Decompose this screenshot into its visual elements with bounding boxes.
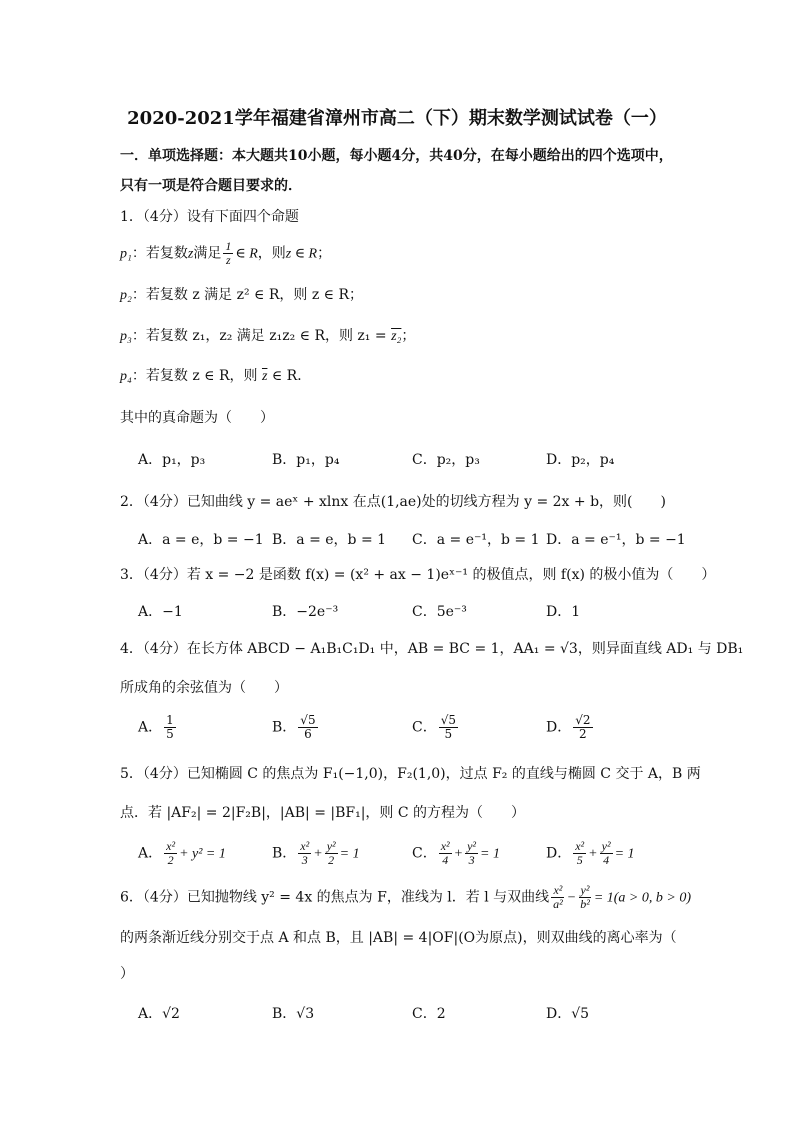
q5-d-n1: x² [575,839,585,853]
q5-c-label: C． [412,845,437,862]
q5-d-n2: y² [601,839,611,853]
q4-option-c-label: C． [412,719,437,736]
q4-c-den: 5 [444,727,453,741]
q1-p4-conj: $\overline{z}$ [261,369,268,384]
q5-c-n1: x² [440,839,450,853]
q5-option-d [546,840,635,867]
q4-option-c-fraction [439,714,458,741]
q5-c-mid: + [453,846,464,862]
q5-c-frac2 [465,840,478,867]
q1-p1-text-b: 满足 [193,245,222,262]
q6-f1d: a² [553,897,563,911]
q4-option-a-label: A． [138,719,163,736]
q1-p3-text-c: ； [401,328,416,344]
q1-prop-p1 [120,240,331,267]
q1-option-c: C．p₂，p₃ [412,452,480,468]
q1-p1-text-c: ∈ R [235,246,258,262]
q1-p2-label: p₂ [120,288,132,303]
q4-b-den: 6 [304,727,312,741]
q5-b-frac2 [325,840,338,867]
q1-prop-p2 [120,285,363,306]
q5-d-frac2 [600,840,613,867]
q6-f2d: b² [580,897,590,911]
q4-option-c [412,714,460,741]
q1-option-a: A．p₁，p₃ [138,452,206,468]
q4-option-b-label: B． [272,719,297,736]
q1-p3-conj: z₂ [391,329,402,344]
q5-a-mid: + y² = 1 [179,846,226,862]
q2-option-a: A．a = e，b = −1 [138,532,264,548]
q5-d-frac1 [573,840,586,867]
q4-stem2: 所成角的余弦值为（ ） [120,680,288,696]
q4-b-num: √5 [300,713,316,727]
q5-d-d2: 4 [603,853,610,867]
section-heading-line1: 一．单项选择题：本大题共10小题，每小题4分，共40分，在每小题给出的四个选项中， [120,148,673,164]
q1-p1-frac-den: z [225,253,231,267]
q6-stem2: 的两条渐近线分别交于点 A 和点 B，且 |AB| = 4|OF|(O为原点)，则双曲线的离心率为（ [120,930,677,946]
q5-c-frac1 [439,840,452,867]
q5-option-c [412,840,500,867]
q3-option-a: A．−1 [138,604,183,620]
q4-a-den: 5 [166,727,174,741]
q5-b-n2: y² [326,839,336,853]
q5-a-frac1 [164,840,177,867]
q4-stem: 4．（4分）在长方体 ABCD − A₁B₁C₁D₁ 中，AB = BC = 1，AA₁ = √3，则异面直线 AD₁ 与 DB₁ [120,641,744,657]
q6-option-a: A．√2 [138,1006,180,1022]
q1-p1-label: p₁ [120,246,132,262]
q1-p1-text-f: ； [317,245,332,262]
q5-b-label: B． [272,845,297,862]
q1-p1-text-d: ，则 [257,245,286,262]
q6-frac-x [551,884,565,911]
q5-b-d2: 2 [328,853,335,867]
q1-stem: 1．（4分）设有下面四个命题 [120,209,299,225]
q5-stem: 5．（4分）已知椭圆 C 的焦点为 F₁(−1,0)，F₂(1,0)，过点 F₂ 的直线与椭圆 C 交于 A，B 两 [120,766,701,782]
q2-option-b: B．a = e，b = 1 [272,532,387,548]
q1-p4-text-a: ：若复数 z ∈ R，则 [131,368,262,384]
q1-ask: 其中的真命题为（ ） [120,410,274,426]
q6-f2n: y² [580,883,590,897]
q1-p3-text-a: ：若复数 z₁，z₂ 满足 z₁z₂ ∈ R，则 z₁ = [131,328,392,344]
q4-d-num: √2 [575,713,591,727]
q4-d-den: 2 [579,727,587,741]
q1-option-b: B．p₁，p₄ [272,452,340,468]
q6-stem [120,884,691,911]
q5-b-n1: x² [300,839,310,853]
q3-option-c: C．5e⁻³ [412,604,467,620]
q5-b-tail: = 1 [339,846,360,862]
q1-option-d: D．p₂，p₄ [546,452,615,468]
q4-option-b [272,714,320,741]
q4-option-a-fraction [164,714,176,741]
q3-option-d: D．1 [546,604,581,620]
q3-stem: 3．（4分）若 x = −2 是函数 f(x) = (x² + ax − 1)eˣ⁻¹ 的极值点，则 f(x) 的极小值为（ ） [120,567,716,583]
q5-c-d1: 4 [442,853,449,867]
q1-p3-label: p₃ [120,329,132,344]
q6-option-c: C．2 [412,1006,446,1022]
q5-a-d1: 2 [167,853,174,867]
q1-prop-p4 [120,366,311,387]
q1-p1-text-e: z ∈ R [285,246,318,262]
q4-option-d-fraction [573,714,592,741]
q5-c-n2: y² [467,839,477,853]
q4-a-num: 1 [166,713,174,727]
q1-p1-z: z [187,246,194,262]
page-title: 2020-2021学年福建省漳州市高二（下）期末数学测试试卷（一） [127,108,667,129]
q6-stem3: ） [120,966,134,982]
q5-b-d1: 3 [301,853,308,867]
q4-option-b-fraction [298,714,317,741]
q5-option-a [138,840,226,867]
q6-stem-a: 6．（4分）已知抛物线 y² = 4x 的焦点为 F，准线为 l．若 l 与双曲线 [120,889,550,906]
q5-stem2: 点．若 |AF₂| = 2|F₂B|，|AB| = |BF₁|，则 C 的方程为（ ） [120,805,526,821]
q3-option-b: B．−2e⁻³ [272,604,339,620]
q6-option-d: D．√5 [546,1006,590,1022]
q5-d-label: D． [546,845,572,862]
section-heading-line2: 只有一项是符合题目要求的． [120,178,302,194]
q6-f1n: x² [553,883,563,897]
q5-c-d2: 3 [468,853,475,867]
q4-option-d [546,714,595,741]
q6-frac-y [578,884,592,911]
q1-p1-text-a: ：若复数 [131,245,188,262]
q6-stem-b: = 1(a > 0, b > 0) [593,890,691,906]
q6-minus: − [566,890,577,906]
q1-prop-p3 [120,326,415,347]
q5-b-mid: + [313,846,323,862]
q4-option-a [138,714,178,741]
q5-a-label: A． [138,845,163,862]
q1-p2-text: ：若复数 z 满足 z² ∈ R，则 z ∈ R； [131,287,364,303]
q6-option-b: B．√3 [272,1006,315,1022]
q5-d-tail: = 1 [614,846,635,862]
q5-b-frac1 [298,840,311,867]
q5-d-d1: 5 [576,853,583,867]
q1-p1-frac-num: 1 [225,239,232,253]
q5-a-n1: x² [166,839,176,853]
q5-d-mid: + [588,846,598,862]
q1-p1-fraction [223,240,233,267]
q2-option-d: D．a = e⁻¹，b = −1 [546,532,686,548]
q4-c-num: √5 [440,713,456,727]
q1-p4-label: p₄ [120,369,132,384]
q2-option-c: C．a = e⁻¹，b = 1 [412,532,540,548]
q5-c-tail: = 1 [480,846,500,862]
q4-option-d-label: D． [546,719,572,736]
q2-stem: 2．（4分）已知曲线 y = aeˣ + xlnx 在点(1,ae)处的切线方程为 y = 2x + b，则( ) [120,494,666,510]
q1-p4-text-c: ∈ R． [267,368,312,384]
q5-option-b [272,840,360,867]
